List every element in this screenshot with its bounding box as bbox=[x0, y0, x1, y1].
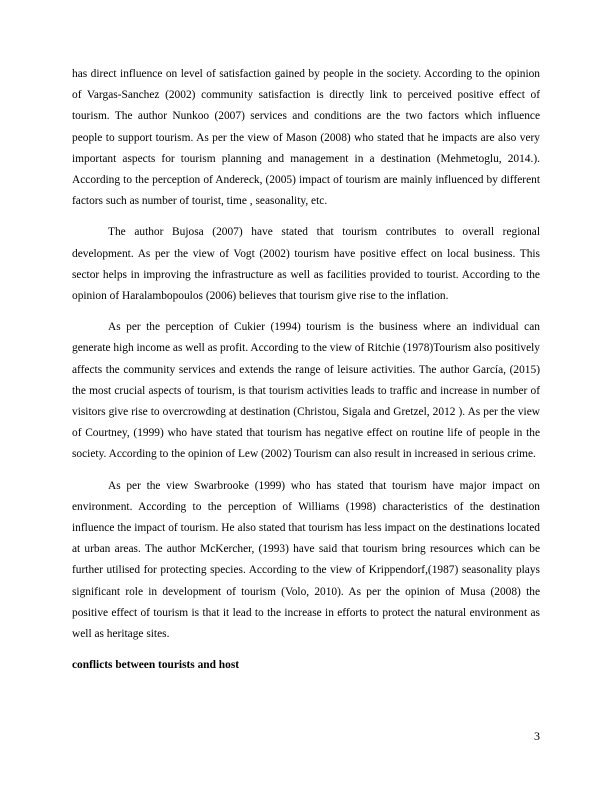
section-heading: conflicts between tourists and host bbox=[72, 659, 240, 672]
body-paragraph-3: As per the perception of Cukier (1994) tourism is the business where an individual can generate high income as well as profit. According to the view of Ritchie (1978)Tourism also positively affects the community services and extends the range of leisure activities. The author García, (2015) the most crucial aspects of tourism, is that tourism activities leads to traffic and increase in number of visitors give rise to overcrowding at destination (Christou, Sigala and Gretzel, 2012 ). As per the view of Courtney, (1999) who have stated that tourism has negative effect on routine life of people in the society. According to the opinion of Lew (2002) Tourism can also result in increased in serious crime. bbox=[72, 321, 541, 461]
body-paragraph-1: has direct influence on level of satisfaction gained by people in the society. According to the opinion of Vargas-Sanchez (2002) community satisfaction is directly link to perceived positive effect of tourism. The author Nunkoo (2007) services and conditions are the two factors which influence people to support tourism. As per the view of Mason (2008) who stated that he impacts are also very important aspects for tourism planning and management in a destination (Mehmetoglu, 2014.). According to the perception of Andereck, (2005) impact of tourism are mainly influenced by different factors such as number of tourist, time , seasonality, etc. bbox=[72, 68, 540, 208]
body-paragraph-4: As per the view Swarbrooke (1999) who has stated that tourism have major impact on environment. According to the perception of Williams (1998) characteristics of the destination influence the impact of tourism. He also stated that tourism has less impact on the destinations located at urban areas. The author McKercher, (1993) have said that tourism bring resources which can be further utilised for protecting species. According to the view of Krippendorf,(1987) seasonality plays significant role in development of tourism (Volo, 2010). As per the opinion of Musa (2008) the positive effect of tourism is that it lead to the increase in efforts to protect the natural environment as well as heritage sites. bbox=[72, 479, 540, 641]
page-number: 3 bbox=[534, 729, 540, 743]
page-body bbox=[72, 64, 540, 676]
body-paragraph-2: The author Bujosa (2007) have stated that tourism contributes to overall regional development. As per the view of Vogt (2002) tourism have positive effect on local business. This sector helps in improving the infrastructure as well as facilities provided to tourist. According to the opinion of Haralambopoulos (2006) believes that tourism give rise to the inflation. bbox=[72, 226, 540, 303]
